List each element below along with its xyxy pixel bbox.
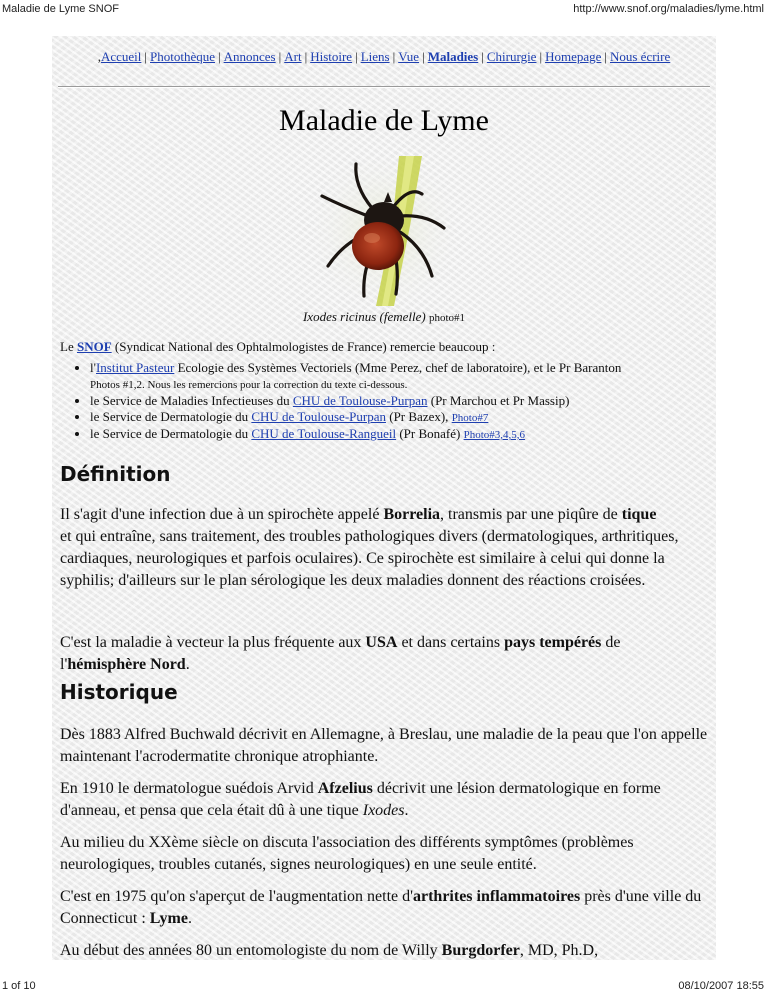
caption-species: Ixodes ricinus (femelle): [302, 309, 426, 324]
definition-paragraph-1: Il s'agit d'une infection due à un spirochète appelé Borrelia, transmis par une piqûre de tique et qui entraîne, sans traitement, des troubles pathologiques divers (dermatologiques, arthritiques, cardiaques, neurologiques et parfois oculaires). Ce spirochète est similaire à celui qui donne la syphilis; d'ailleurs sur le plan sérologique les deux maladies donnent des réactions croisées.: [60, 506, 679, 589]
snof-link[interactable]: SNOF: [76, 339, 112, 354]
header-divider: [58, 86, 710, 88]
figure-caption: [52, 309, 716, 325]
historique-heading: Historique: [60, 680, 178, 704]
historique-paragraph-3: Au milieu du XXème siècle on discuta l'association des différents symptômes (problèmes neurologiques, troubles cutanés, signes neurologiques) en une seule entité.: [60, 834, 634, 873]
tick-photo-icon: [314, 156, 454, 306]
historique-paragraph-2: En 1910 le dermatologue suédois Arvid Afzelius décrivit une lésion dermatologique en forme d'anneau, et pensa que cela était dû à une tique Ixodes.: [60, 780, 661, 819]
print-header-title: Maladie de Lyme SNOF: [2, 3, 119, 15]
definition-paragraph-2: C'est la maladie à vecteur la plus fréquente aux USA et dans certains pays tempérés de l'hémisphère Nord.: [60, 634, 621, 673]
nav-link-chirurgie[interactable]: Chirurgie: [486, 49, 537, 64]
historique-paragraph-4: C'est en 1975 qu'on s'aperçut de l'augmentation nette d'arthrites inflammatoires près d'une ville du Connecticut : Lyme.: [60, 888, 702, 927]
definition-heading: Définition: [60, 462, 171, 486]
list-item: • le Service de Dermatologie du CHU de Toulouse-Purpan (Pr Bazex), Photo#7: [90, 409, 716, 426]
nav-link-maladies[interactable]: Maladies: [427, 49, 479, 64]
historique-paragraph-1: Dès 1883 Alfred Buchwald décrivit en Allemagne, à Breslau, une maladie de la peau que l'on appelle maintenant l'acrodermatite chronique atrophiante.: [60, 726, 708, 765]
list-item: • l'Institut Pasteur Ecologie des Systèmes Vectoriels (Mme Perez, chef de laboratoire), et le Pr Baranton Photos #1,2. Nous les remercions pour la correction du texte ci-dessous.: [90, 360, 716, 393]
nav-link-histoire[interactable]: Histoire: [310, 49, 353, 64]
top-navigation: ,Accueil | Photothèque | Annonces | Art | Histoire | Liens | Vue | Maladies | Chirurgie | Homepage | Nous écrire: [97, 49, 671, 64]
nav-link-homepage[interactable]: Homepage: [545, 49, 602, 64]
photo-7-link[interactable]: Photo#7: [451, 412, 489, 424]
nav-link-art[interactable]: Art: [284, 49, 302, 64]
page-count: 1 of 10: [2, 980, 36, 992]
photo-3-6-link[interactable]: Photo#3,4,5,6: [463, 429, 526, 441]
nav-link-phototheque[interactable]: Photothèque: [150, 49, 216, 64]
page-title: Maladie de Lyme: [279, 104, 489, 137]
list-item: • le Service de Dermatologie du CHU de Toulouse-Rangueil (Pr Bonafé) Photo#3,4,5,6: [90, 426, 716, 443]
institut-pasteur-link[interactable]: Institut Pasteur: [95, 360, 175, 375]
print-timestamp: 08/10/2007 18:55: [678, 980, 764, 992]
nav-link-nous-ecrire[interactable]: Nous écrire: [609, 49, 671, 64]
credit-note: Photos #1,2. Nous les remercions pour la correction du texte ci-dessous.: [90, 379, 408, 391]
chu-rangueil-link[interactable]: CHU de Toulouse-Rangueil: [251, 426, 397, 441]
page-content: [52, 36, 716, 960]
historique-paragraph-5: Au début des années 80 un entomologiste du nom de Willy Burgdorfer, MD, Ph.D,: [60, 942, 599, 959]
credits-list: [72, 360, 716, 443]
list-item: • le Service de Maladies Infectieuses du CHU de Toulouse-Purpan (Pr Marchou et Pr Massip): [90, 393, 716, 409]
caption-photo-ref: photo#1: [428, 312, 466, 324]
acknowledgement: Le SNOF (Syndicat National des Ophtalmologistes de France) remercie beaucoup :: [60, 339, 496, 354]
nav-link-liens[interactable]: Liens: [360, 49, 390, 64]
nav-link-accueil[interactable]: Accueil: [100, 49, 142, 64]
chu-purpan-link[interactable]: CHU de Toulouse-Purpan: [292, 393, 428, 408]
print-header-url: http://www.snof.org/maladies/lyme.html: [573, 3, 764, 15]
chu-purpan-link[interactable]: CHU de Toulouse-Purpan: [251, 409, 386, 424]
nav-lead-comma: ,: [97, 49, 101, 64]
print-header: [0, 0, 768, 18]
nav-link-annonces[interactable]: Annonces: [223, 49, 276, 64]
print-footer: [0, 978, 768, 994]
nav-link-vue[interactable]: Vue: [398, 49, 420, 64]
